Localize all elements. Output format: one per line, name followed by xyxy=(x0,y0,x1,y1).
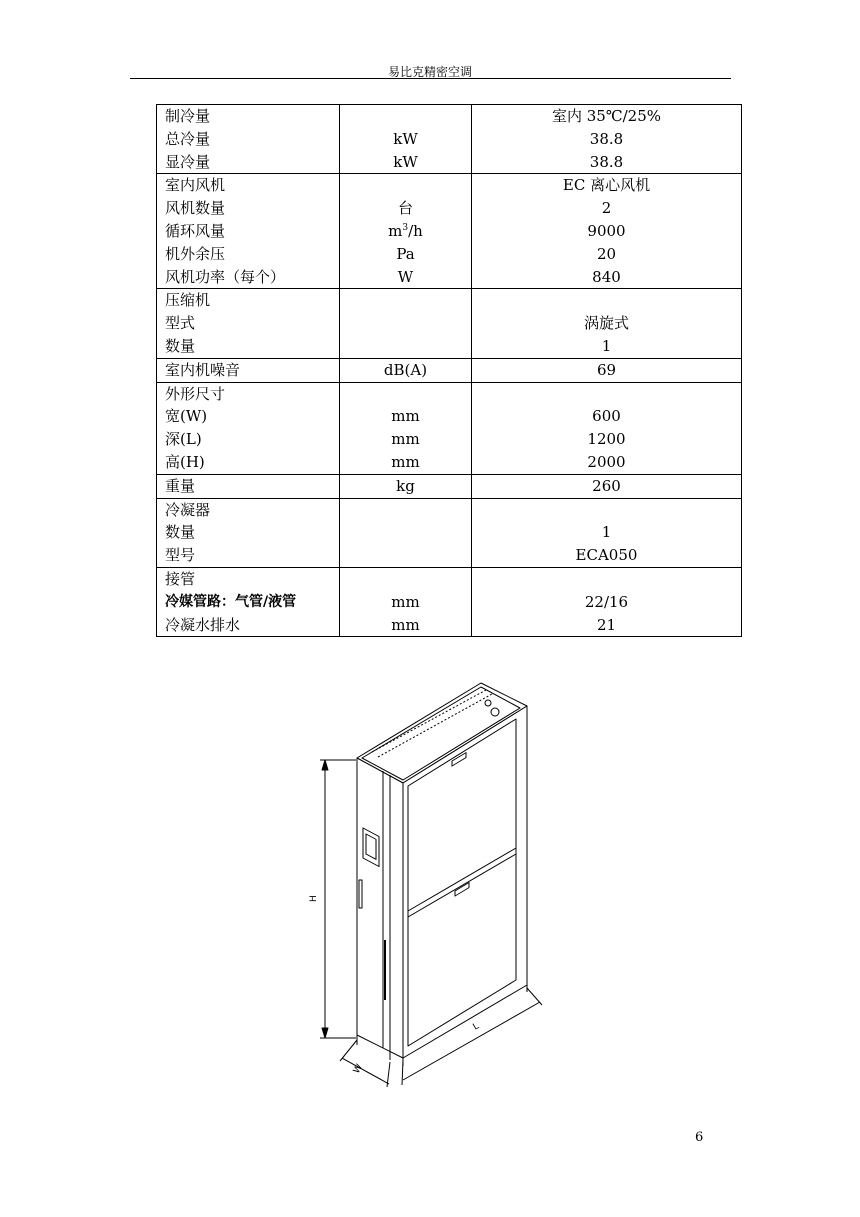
value-airflow: 9000 xyxy=(587,221,626,240)
unit-fan-count: 台 xyxy=(397,199,413,218)
unit-noise: dB(A) xyxy=(383,360,428,379)
label-height: 高(H) xyxy=(165,452,205,471)
label-compressor: 压缩机 xyxy=(165,291,211,310)
value-condensate-drain: 21 xyxy=(596,615,617,634)
unit-condensate-drain: mm xyxy=(391,615,420,634)
table-row-weight xyxy=(157,474,742,498)
label-sensible-cooling: 显冷量 xyxy=(165,152,211,171)
value-condenser-model: ECA050 xyxy=(575,546,638,565)
label-compressor-type: 型式 xyxy=(165,314,196,333)
label-total-cooling: 总冷量 xyxy=(165,129,211,148)
value-refrigerant-pipe: 22/16 xyxy=(584,592,629,611)
dimension-label-w: W xyxy=(351,1062,366,1076)
label-condensate-drain: 冷凝水排水 xyxy=(165,615,241,634)
table-row-cooling xyxy=(157,105,742,174)
table-row-dimensions xyxy=(157,382,742,474)
value-height: 2000 xyxy=(587,452,626,471)
label-condenser: 冷凝器 xyxy=(165,500,211,519)
value-cooling-condition: 室内 35℃/25% xyxy=(551,107,662,125)
label-airflow: 循环风量 xyxy=(165,221,226,240)
value-depth: 1200 xyxy=(587,430,626,449)
dimension-label-h: H xyxy=(309,895,319,902)
value-sensible-cooling: 38.8 xyxy=(589,152,624,171)
value-fan-type: EC 离心风机 xyxy=(562,176,651,195)
value-fan-power: 840 xyxy=(592,267,621,286)
unit-static-pressure: Pa xyxy=(396,244,415,263)
label-indoor-fan: 室内风机 xyxy=(165,176,226,195)
unit-depth: mm xyxy=(391,430,420,449)
header-divider xyxy=(130,78,731,79)
label-noise: 室内机噪音 xyxy=(165,360,241,379)
value-noise: 69 xyxy=(596,360,617,379)
unit-weight: kg xyxy=(396,476,415,495)
label-condenser-count: 数量 xyxy=(165,523,196,542)
value-weight: 260 xyxy=(592,476,621,495)
label-dimensions: 外形尺寸 xyxy=(165,384,226,403)
table-row-fan xyxy=(157,174,742,289)
label-weight: 重量 xyxy=(165,476,196,495)
label-cooling-capacity: 制冷量 xyxy=(165,107,211,125)
label-fan-count: 风机数量 xyxy=(165,199,226,218)
header-title: 易比克精密空调 xyxy=(387,65,472,79)
page-number: 6 xyxy=(695,1130,704,1145)
table-row-compressor xyxy=(157,289,742,358)
unit-fan-power: W xyxy=(397,267,414,286)
label-condenser-model: 型号 xyxy=(165,546,196,565)
value-fan-count: 2 xyxy=(601,199,612,218)
table-row-condenser xyxy=(157,498,742,567)
unit-drawing xyxy=(300,675,560,1095)
unit-width: mm xyxy=(391,407,420,426)
table-row-piping xyxy=(157,567,742,636)
unit-height: mm xyxy=(391,452,420,471)
value-total-cooling: 38.8 xyxy=(589,129,624,148)
unit-refrigerant-pipe: mm xyxy=(391,592,420,611)
label-static-pressure: 机外余压 xyxy=(165,244,226,263)
value-static-pressure: 20 xyxy=(596,244,617,263)
label-width: 宽(W) xyxy=(165,407,208,426)
value-compressor-type: 涡旋式 xyxy=(583,314,629,333)
unit-sensible-cooling: kW xyxy=(393,152,418,171)
unit-airflow: $m^3/h$ xyxy=(388,221,423,240)
label-compressor-count: 数量 xyxy=(165,336,196,355)
value-condenser-count: 1 xyxy=(601,523,612,542)
unit-total-cooling: kW xyxy=(393,129,418,148)
label-fan-power: 风机功率（每个） xyxy=(165,267,286,286)
dimension-label-l: L xyxy=(471,1021,481,1033)
label-depth: 深(L) xyxy=(165,430,202,449)
value-width: 600 xyxy=(592,407,621,426)
value-compressor-count: 1 xyxy=(601,336,612,355)
cabinet-front xyxy=(357,758,403,1058)
spec-table xyxy=(156,104,742,637)
label-piping: 接管 xyxy=(165,569,196,588)
table-row-noise xyxy=(157,358,742,382)
dimension-h xyxy=(320,760,356,1038)
label-refrigerant-pipe: 冷媒管路：气管/液管 xyxy=(165,593,297,610)
